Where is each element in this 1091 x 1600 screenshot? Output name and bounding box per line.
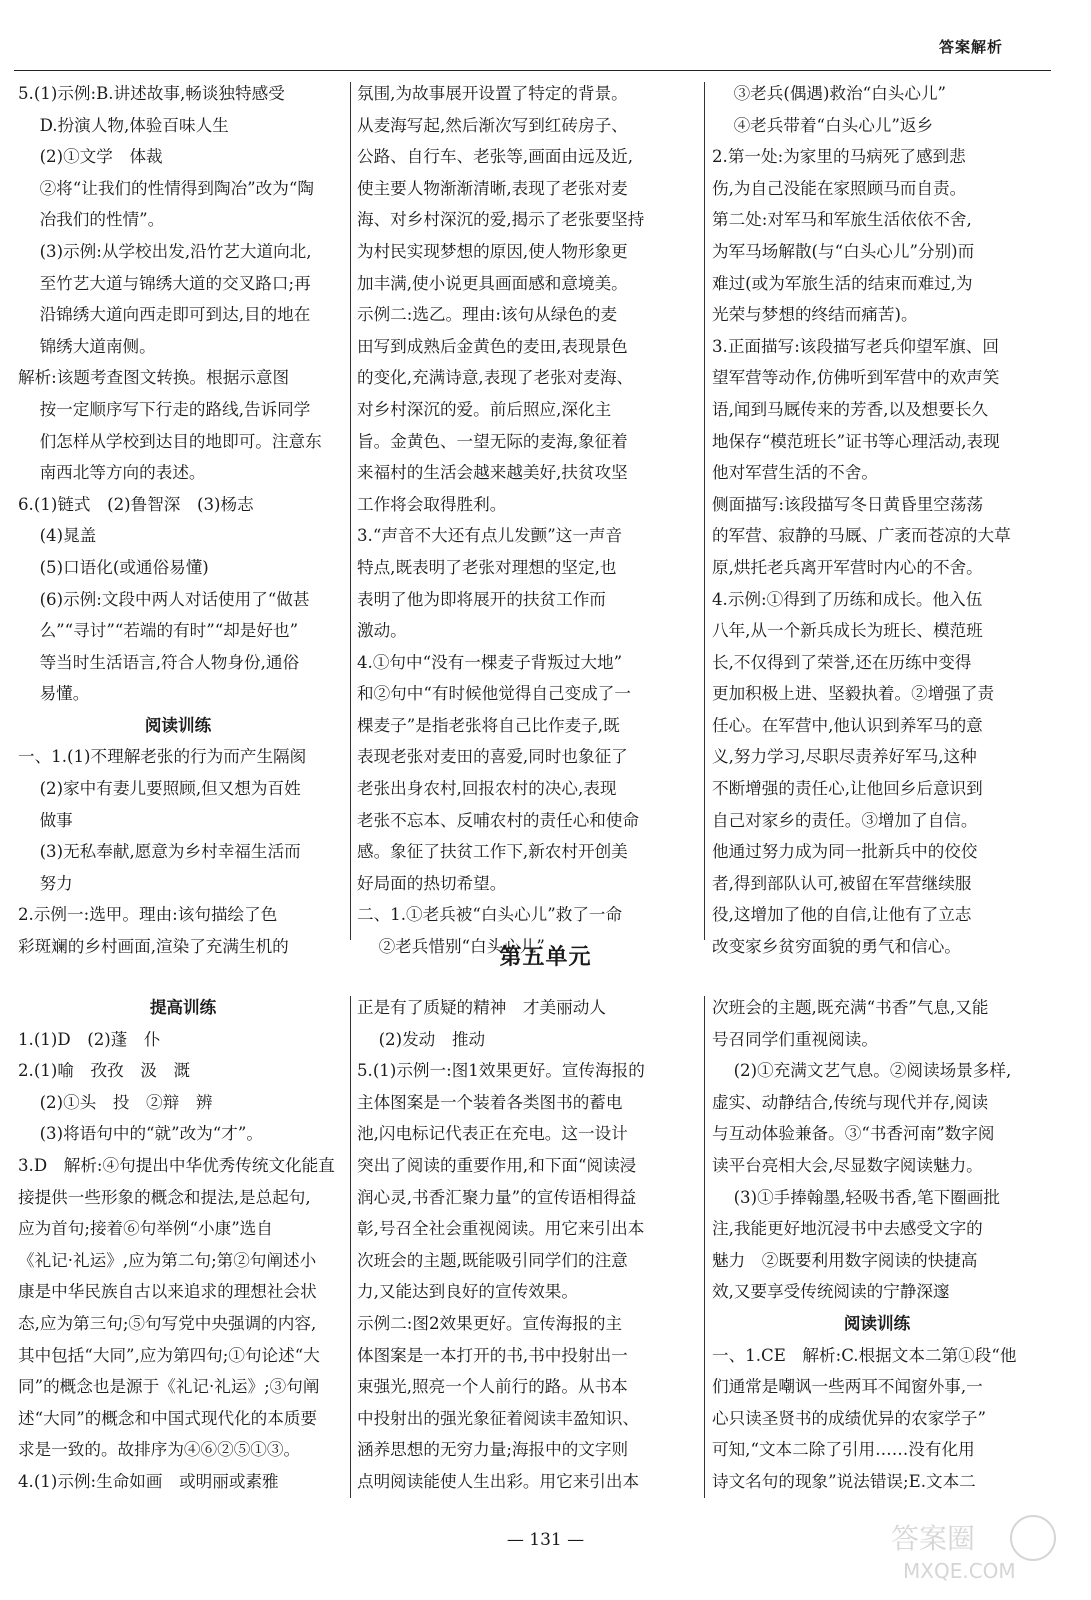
text-line: 心只读圣贤书的成绩优异的农家学子” [712, 1408, 986, 1428]
text-line: 次班会的主题,既充满“书香”气息,又能 [712, 998, 989, 1017]
text-line: 语,闻到马厩传来的芳香,以及想要长久 [712, 399, 989, 419]
text-line: 田写到成熟后金黄色的麦田,表现景色 [357, 336, 628, 356]
text-line: 示例二:选乙。理由:该句从绿色的麦 [357, 305, 618, 325]
text-line: ④老兵带着“白头心儿”返乡 [733, 115, 934, 135]
text-line: 地保存“模范班长”证书等心理活动,表现 [712, 431, 1000, 451]
text-line: 工作将会取得胜利。 [357, 494, 507, 514]
text-line: 示例二:图2效果更好。宣传海报的主 [357, 1313, 623, 1333]
text-line: 难过(或为军旅生活的结束而难过,为 [712, 273, 973, 293]
text-line: 第二处:对军马和军旅生活依依不舍, [712, 210, 972, 230]
text-line: 老张不忘本、反哺农村的责任心和使命 [357, 810, 640, 830]
bottom-column-3 [712, 992, 1042, 1498]
text-line: ③老兵(偶遇)救治“白头心儿” [733, 84, 947, 103]
text-line: 4.①句中“没有一棵麦子背叛过大地” [357, 652, 623, 672]
text-line: 他通过努力成为同一批新兵中的佼佼 [712, 842, 978, 862]
text-line: 按一定顺序写下行走的路线,告诉同学 [39, 399, 311, 419]
text-line: 侧面描写:该段描写冬日黄昏里空荡荡 [712, 494, 984, 514]
text-line: 使主要人物渐渐清晰,表现了老张对麦 [357, 178, 628, 198]
top-column-2 [357, 78, 687, 963]
column-divider [350, 82, 351, 940]
text-line: 来福村的生活会越来越美好,扶贫攻坚 [357, 463, 628, 483]
text-line: 次班会的主题,既能吸引同学们的注意 [357, 1250, 628, 1270]
text-line: 束强光,照亮一个人前行的路。从书本 [357, 1377, 628, 1397]
text-line: 从麦海写起,然后渐次写到红砖房子、 [357, 115, 628, 135]
text-line: 和②句中“有时候他觉得自己变成了一 [357, 684, 631, 704]
text-line: 4.示例:①得到了历练和成长。他入伍 [712, 589, 983, 609]
text-line: 任心。在军营中,他认识到养军马的意 [712, 715, 983, 735]
text-line: 么”“寻讨”“若端的有时”“却是好也” [39, 621, 299, 641]
column-divider [704, 996, 705, 1498]
text-line: 2.示例一:选甲。理由:该句描绘了色 [18, 905, 278, 925]
text-line: 5.(1)示例:B.讲述故事,畅谈独特感受 [18, 84, 285, 103]
text-line: 同”的概念也是源于《礼记·礼运》;③句阐 [18, 1377, 320, 1397]
text-line: 力,又能达到良好的宣传效果。 [357, 1282, 578, 1302]
page-header: 答案解析 [938, 38, 1003, 56]
text-line: 虚实、动静结合,传统与现代并存,阅读 [712, 1092, 989, 1112]
text-line: 《礼记·礼运》,应为第二句;第②句阐述小 [18, 1250, 317, 1270]
section-heading: 阅读训练 [144, 715, 212, 735]
text-line: 涵养思想的无穷力量;海报中的文字则 [357, 1440, 629, 1460]
text-line: (3)①手捧翰墨,轻吸书香,笔下圈画批 [733, 1187, 1000, 1207]
text-line: 他对军营生活的不舍。 [712, 463, 878, 483]
text-line: 锦绣大道南侧。 [39, 336, 156, 356]
text-line: 海、对乡村深沉的爱,揭示了老张要坚持 [357, 210, 645, 230]
text-line: 棵麦子”是指老张将自己比作麦子,既 [357, 715, 620, 735]
text-line: 做事 [39, 810, 73, 830]
text-line: 加丰满,使小说更具画面感和意境美。 [357, 273, 628, 293]
text-line: 彩斑斓的乡村画面,渲染了充满生机的 [18, 937, 289, 957]
text-line: 池,闪电标记代表正在充电。这一设计 [357, 1124, 628, 1144]
text-line: 感。象征了扶贫工作下,新农村开创美 [357, 842, 628, 862]
text-line: 3.“声音不大还有点儿发颤”这一声音 [357, 526, 623, 546]
text-line: 其中包括“大同”,应为第四句;①句论述“大 [18, 1345, 320, 1365]
bottom-column-2 [357, 992, 687, 1498]
text-line: 一、1.CE 解析:C.根据文本二第①段“他 [712, 1345, 1017, 1365]
text-line: 求是一致的。故排序为④⑥②⑤①③。 [18, 1440, 301, 1460]
text-line: 主体图案是一个装着各类图书的蓄电 [357, 1092, 623, 1112]
text-line: (3)将语句中的“就”改为“才”。 [39, 1124, 263, 1144]
text-line: 们通常是嘲讽一些两耳不闻窗外事,一 [712, 1377, 983, 1397]
text-line: 南西北等方向的表述。 [39, 463, 206, 483]
text-line: 望军营等动作,仿佛听到军营中的欢声笑 [712, 368, 1000, 388]
text-line: (4)晁盖 [39, 526, 97, 546]
text-line: 3.正面描写:该段描写老兵仰望军旗、回 [712, 336, 999, 356]
svg-text:答案圈: 答案圈 [891, 1522, 976, 1555]
text-line: 的变化,充满诗意,表现了老张对麦海、 [357, 368, 634, 388]
text-line: 公路、自行车、老张等,画面由远及近, [357, 147, 634, 167]
text-line: 效,又要享受传统阅读的宁静深邃 [712, 1282, 950, 1302]
text-line: (3)无私奉献,愿意为乡村幸福生活而 [39, 842, 301, 862]
text-line: 号召同学们重视阅读。 [712, 1029, 878, 1049]
text-line: (2)①充满文艺气息。②阅读场景多样, [733, 1061, 1012, 1081]
text-line: 态,应为第三句;⑤句写党中央强调的内容, [18, 1313, 317, 1333]
text-line: 体图案是一本打开的书,书中投射出一 [357, 1345, 628, 1365]
text-line: 努力 [39, 873, 73, 893]
text-line: (2)发动 推动 [378, 1029, 486, 1049]
text-line: 为村民实现梦想的原因,使人物形象更 [357, 241, 628, 261]
text-line: ②老兵惜别“白头心儿” [378, 937, 545, 957]
text-line: 好局面的热切希望。 [357, 873, 507, 893]
text-line: 易懂。 [39, 684, 90, 704]
bottom-column-1 [18, 992, 348, 1498]
text-line: 为军马场解散(与“白头心儿”分别)而 [712, 241, 975, 261]
text-line: (2)①文学 体裁 [39, 147, 163, 167]
text-line: 伤,为自己没能在家照顾马而自责。 [712, 178, 967, 198]
text-line: ②将“让我们的性情得到陶冶”改为“陶 [39, 178, 314, 198]
text-line: 自己对家乡的责任。③增加了自信。 [712, 810, 978, 830]
text-line: 表现老张对麦田的喜爱,同时也象征了 [357, 747, 628, 767]
text-line: 沿锦绣大道向西走即可到达,目的地在 [39, 305, 311, 325]
text-line: 至竹艺大道与锦绣大道的交叉路口;再 [39, 273, 311, 293]
text-line: 康是中华民族自古以来追求的理想社会状 [18, 1282, 317, 1302]
text-line: 与互动体验兼备。③“书香河南”数字阅 [712, 1124, 995, 1144]
text-line: 的军营、寂静的马厩、广袤而苍凉的大草 [712, 526, 1011, 546]
text-line: 诗文名句的现象”说法错误;E.文本二 [712, 1471, 976, 1491]
text-line: 更加积极上进、坚毅执着。②增强了责 [712, 684, 995, 704]
text-line: 老张出身农村,回报农村的决心,表现 [357, 779, 617, 799]
text-line: 义,努力学习,尽职尽责养好军马,这种 [712, 747, 977, 767]
text-line: 接提供一些形象的概念和提法,是总起句, [18, 1187, 311, 1207]
text-line: 述“大同”的概念和中国式现代化的本质要 [18, 1408, 318, 1428]
text-line: 魅力 ②既要利用数字阅读的快捷高 [712, 1250, 978, 1270]
text-line: 注,我能更好地沉浸书中去感受文字的 [712, 1219, 983, 1239]
text-line: 激动。 [357, 621, 407, 641]
text-line: 特点,既表明了老张对理想的坚定,也 [357, 557, 617, 577]
text-line: 二、1.①老兵被“白头心儿”救了一命 [357, 905, 623, 925]
page-number: — 131 — [506, 1530, 585, 1550]
text-line: 点明阅读能使人生出彩。用它来引出本 [357, 1471, 640, 1491]
column-divider [350, 996, 351, 1498]
text-line: 不断增强的责任心,让他回乡后意识到 [712, 779, 983, 799]
text-line: 解析:该题考查图文转换。根据示意图 [18, 368, 290, 388]
text-line: 3.D 解析:④句提出中华优秀传统文化能直 [18, 1155, 335, 1175]
text-line: 役,这增加了他的自信,让他有了立志 [712, 905, 972, 925]
text-line: 2.第一处:为家里的马病死了感到悲 [712, 147, 966, 167]
text-line: 长,不仅得到了荣誉,还在历练中变得 [712, 652, 972, 672]
text-line: 对乡村深沉的爱。前后照应,深化主 [357, 399, 612, 419]
text-line: 4.(1)示例:生命如画 或明丽或素雅 [18, 1471, 279, 1491]
text-line: 者,得到部队认可,被留在军营继续服 [712, 873, 972, 893]
top-column-3 [712, 78, 1042, 963]
text-line: 正是有了质疑的精神 才美丽动人 [357, 998, 606, 1017]
text-line: 旨。金黄色、一望无际的麦海,象征着 [357, 431, 628, 451]
text-line: 们怎样从学校到达目的地即可。注意东 [39, 431, 322, 451]
section-heading: 提高训练 [149, 998, 217, 1017]
text-line: 八年,从一个新兵成长为班长、模范班 [712, 621, 983, 641]
text-line: 氛围,为故事展开设置了特定的背景。 [357, 84, 628, 103]
text-line: 中投射出的强光象征着阅读丰盈知识、 [357, 1408, 640, 1428]
text-line: 应为首句;接着⑥句举例“小康”选自 [18, 1219, 273, 1239]
text-line: (2)家中有妻儿要照顾,但又想为百姓 [39, 779, 301, 799]
text-line: 彰,号召全社会重视阅读。用它来引出本 [357, 1219, 645, 1239]
section-heading: 阅读训练 [843, 1313, 911, 1333]
text-line: 光荣与梦想的终结而痛苦)。 [712, 305, 918, 325]
text-line: 改变家乡贫穷面貌的勇气和信心。 [712, 937, 961, 957]
text-line: 2.(1)喻 孜孜 汲 溉 [18, 1061, 191, 1081]
top-column-1 [18, 78, 338, 963]
text-line: 等当时生活语言,符合人物身份,通俗 [39, 652, 300, 672]
unit-title: 第五单元 [499, 945, 592, 970]
text-line: 冶我们的性情”。 [39, 210, 165, 230]
text-line: 可知,“文本二除了引用……没有化用 [712, 1440, 975, 1460]
text-line: 一、1.(1)不理解老张的行为而产生隔阂 [18, 747, 307, 767]
header-rule [14, 70, 1051, 71]
watermark-logo [883, 1510, 1073, 1586]
text-line: (2)①头 投 ②辩 辨 [39, 1092, 213, 1112]
text-line: 突出了阅读的重要作用,和下面“阅读浸 [357, 1155, 637, 1175]
text-line: 6.(1)链式 (2)鲁智深 (3)杨志 [18, 494, 254, 514]
text-line: 读平台亮相大会,尽显数字阅读魅力。 [712, 1155, 983, 1175]
text-line: (6)示例:文段中两人对话使用了“做甚 [39, 589, 310, 609]
text-line: (3)示例:从学校出发,沿竹艺大道向北, [39, 241, 312, 261]
text-line: 润心灵,书香汇聚力量”的宣传语相得益 [357, 1187, 637, 1207]
text-line: 5.(1)示例一:图1效果更好。宣传海报的 [357, 1061, 645, 1081]
text-line: 原,烘托老兵离开军营时内心的不舍。 [712, 557, 983, 577]
text-line: 表明了他为即将展开的扶贫工作而 [357, 589, 606, 609]
column-divider [704, 82, 705, 940]
text-line: D.扮演人物,体验百味人生 [39, 115, 229, 135]
text-line: (5)口语化(或通俗易懂) [39, 557, 209, 577]
svg-text:MXQE.COM: MXQE.COM [903, 1559, 1016, 1583]
text-line: 1.(1)D (2)蓬 仆 [18, 1029, 161, 1049]
